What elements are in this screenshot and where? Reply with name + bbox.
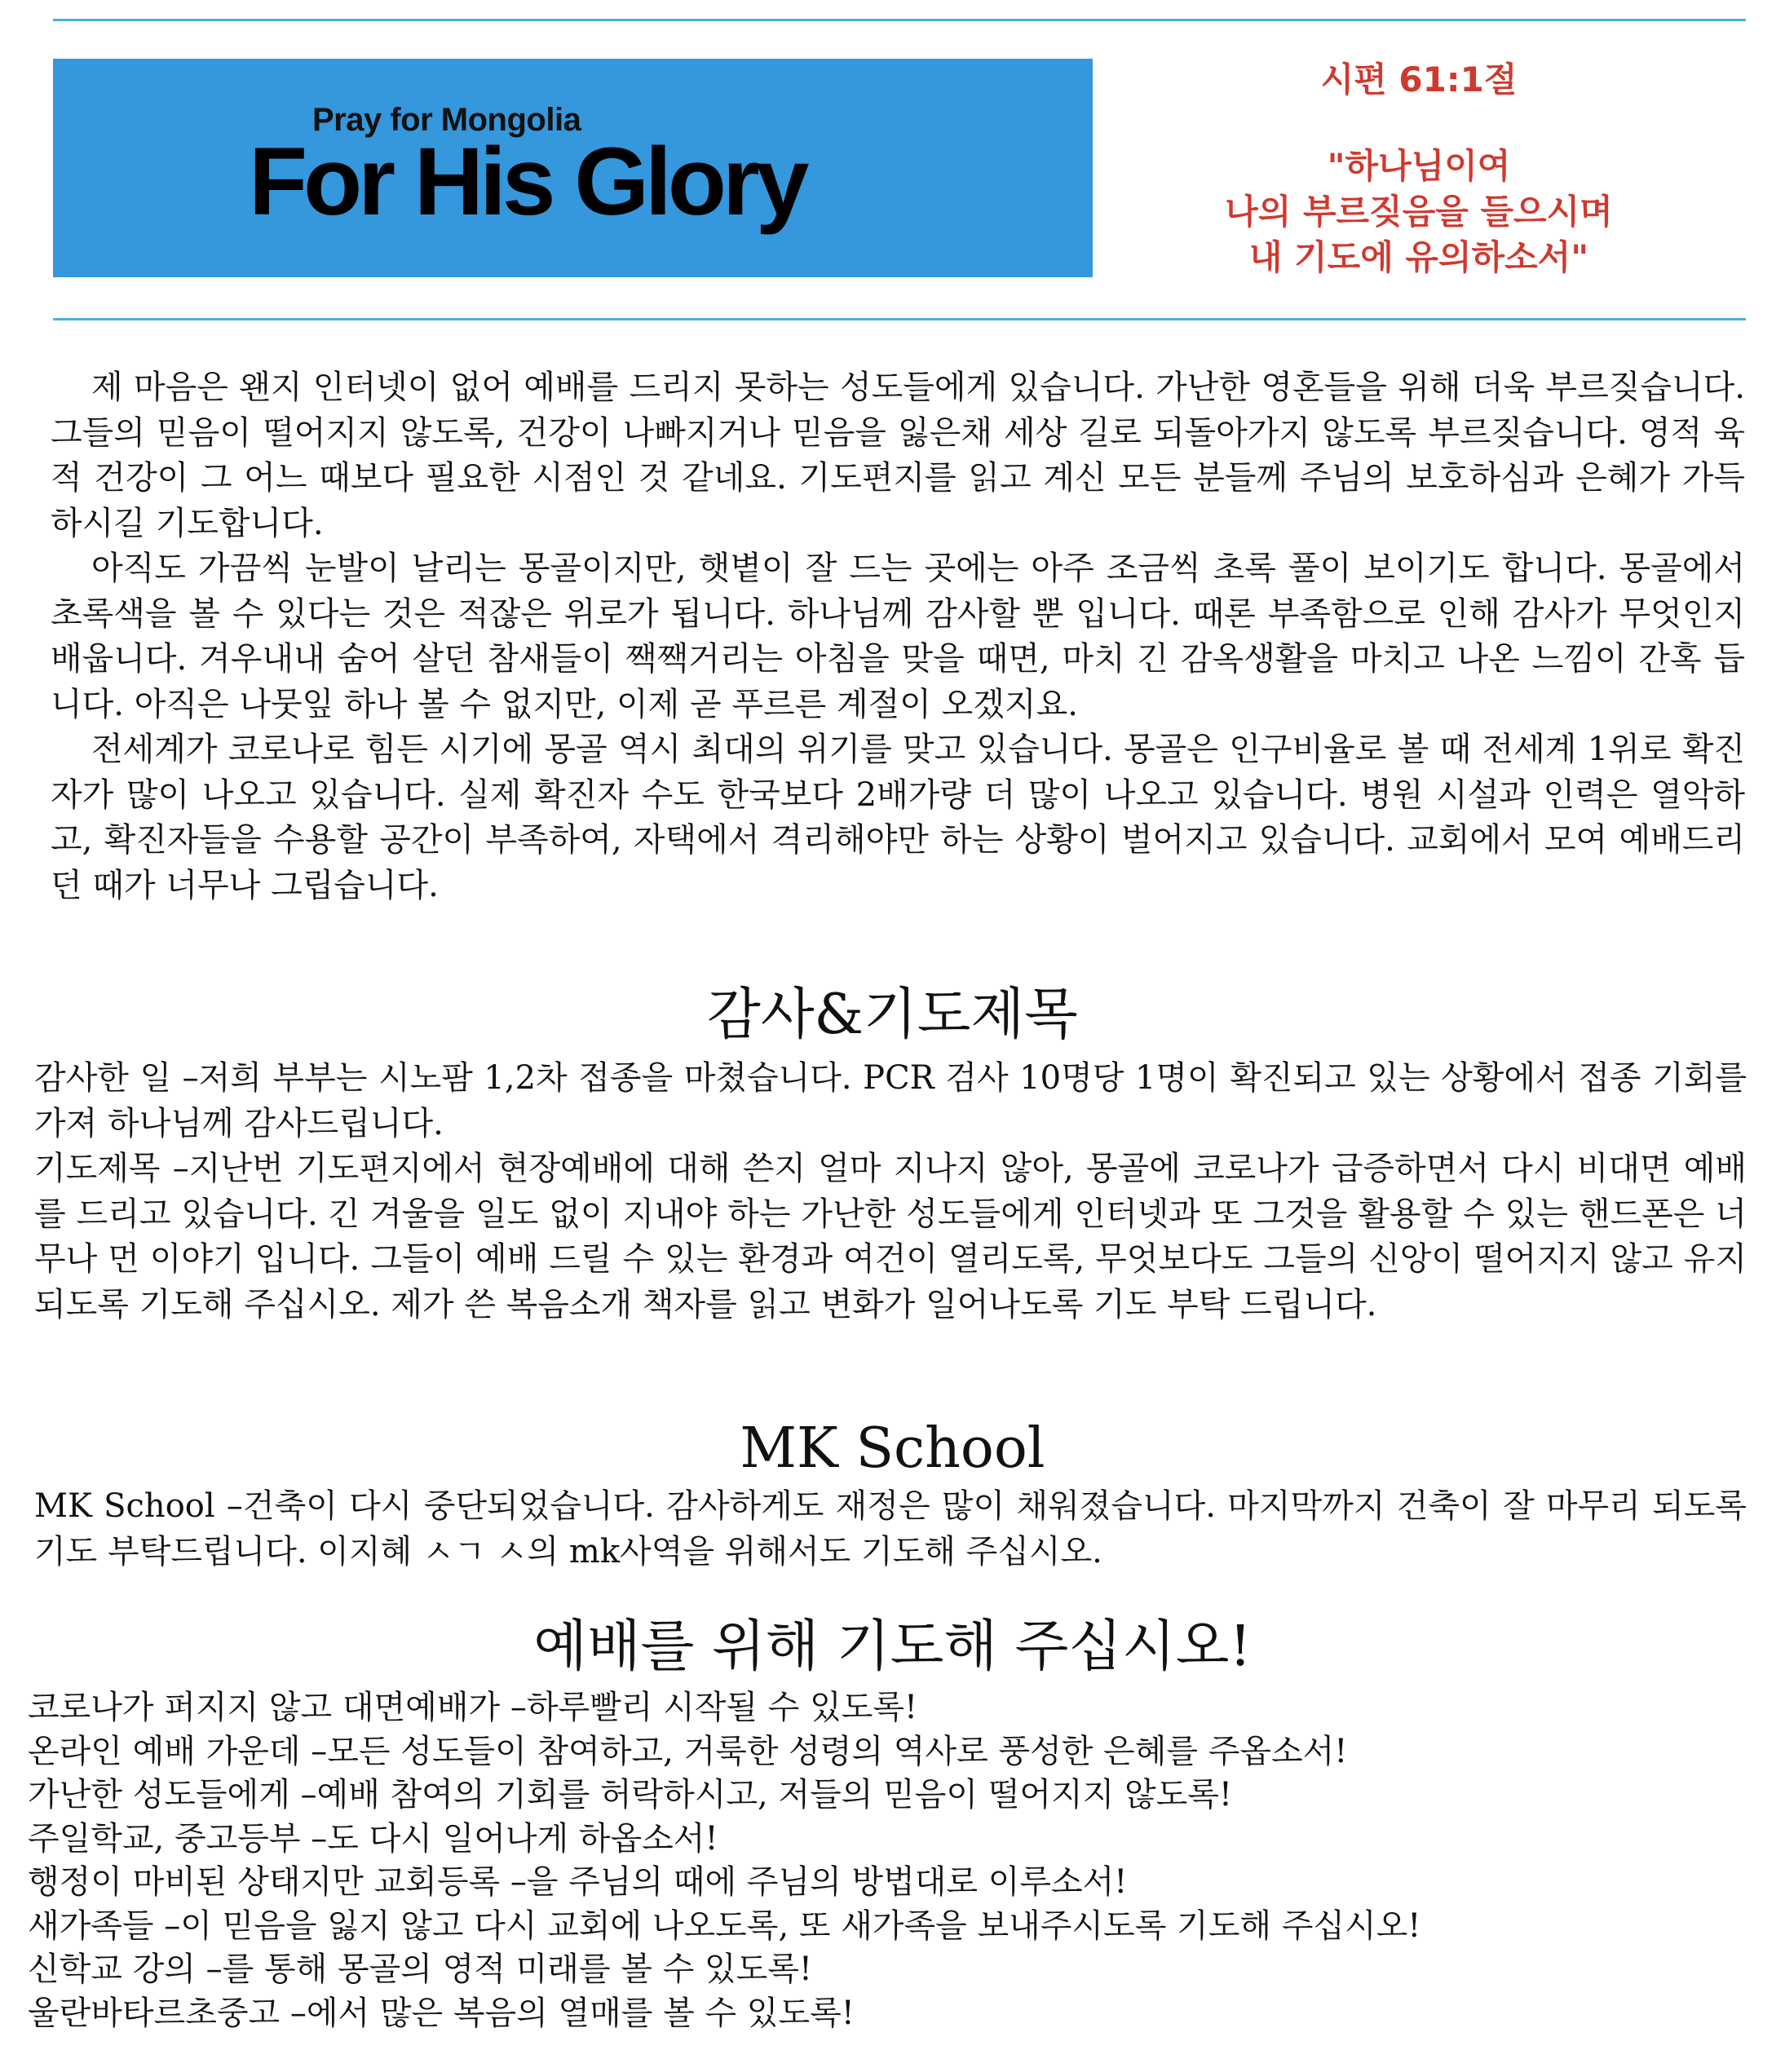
top-divider bbox=[53, 19, 1746, 21]
scripture-verse bbox=[1125, 57, 1712, 281]
intro-paragraph: 제 마음은 왠지 인터넷이 없어 예배를 드리지 못하는 성도들에게 있습니다. 가난한 영혼들을 위해 더욱 부르짖습니다. 그들의 믿음이 떨어지지 않도록, 건강이 나빠지거나 믿음을 잃은채 세상 길로 되돌아가지 않도록 부르짖습니다. 영적 육적 건강이 그 어느 때보다 필요한 시점인 것 같네요. 기도편지를 읽고 계신 모든 분들께 주님의 보호하심과 은혜가 가득하시길 기도합니다. bbox=[51, 369, 1745, 542]
prayer-item: 가난한 성도들에게 –예배 참여의 기회를 허락하시고, 저들의 믿음이 떨어지지 않도록! bbox=[28, 1776, 1232, 1814]
verse-text bbox=[1125, 144, 1712, 281]
prayer-topic-paragraph: 기도제목 –지난번 기도편지에서 현장예배에 대해 쓴지 얼마 지나지 않아, 몽골에 코로나가 급증하면서 다시 비대면 예배를 드리고 있습니다. 긴 겨울을 일도 없이 지내야 하는 가난한 성도들에게 인터넷과 또 그것을 활용할 수 있는 핸드폰은 너무나 먼 이야기 입니다. 그들이 예배 드릴 수 있는 환경과 여건이 열리도록, 무엇보다도 그들의 신앙이 떨어지지 않고 유지되도록 기도해 주십시오. 제가 쓴 복음소개 책자를 읽고 변화가 일어나도록 기도 부탁 드립니다. bbox=[34, 1150, 1747, 1323]
verse-line: "하나님이여 bbox=[1327, 146, 1511, 186]
prayer-item: 주일학교, 중고등부 –도 다시 일어나게 하옵소서! bbox=[28, 1819, 718, 1858]
prayer-item: 코로나가 퍼지지 않고 대면예배가 –하루빨리 시작될 수 있도록! bbox=[28, 1689, 918, 1726]
prayer-item: 새가족들 –이 믿음을 잃지 않고 다시 교회에 나오도록, 또 새가족을 보내주시도록 기도해 주십시오! bbox=[28, 1906, 1421, 1945]
prayer-item: 행정이 마비된 상태지만 교회등록 –을 주님의 때에 주님의 방법대로 이루소서! bbox=[28, 1863, 1128, 1901]
verse-reference: 시편 61:1절 bbox=[1320, 60, 1518, 99]
prayer-list bbox=[28, 1686, 1773, 2035]
verse-line: 내 기도에 유의하소서" bbox=[1248, 237, 1589, 277]
header-divider bbox=[53, 318, 1746, 320]
mk-school-section bbox=[34, 1484, 1747, 1575]
prayer-item: 신학교 강의 –를 통해 몽골의 영적 미래를 볼 수 있도록! bbox=[28, 1951, 812, 1988]
prayer-item: 온라인 예배 가운데 –모든 성도들이 참여하고, 거룩한 성령의 역사로 풍성한 은혜를 주옵소서! bbox=[28, 1732, 1348, 1770]
mk-school-paragraph: MK School –건축이 다시 중단되었습니다. 감사하게도 재정은 많이 채워졌습니다. 마지막까지 건축이 잘 마무리 되도록 기도 부탁드립니다. 이지혜 ㅅㄱ ㅅ의 mk사역을 위해서도 기도해 주십시오. bbox=[34, 1487, 1747, 1571]
banner-title: For His Glory bbox=[249, 128, 806, 236]
intro-paragraph: 전세계가 코로나로 힘든 시기에 몽골 역시 최대의 위기를 맞고 있습니다. 몽골은 인구비율로 볼 때 전세계 1위로 확진자가 많이 나오고 있습니다. 실제 확진자 수도 한국보다 2배가량 더 많이 나오고 있습니다. 병원 시설과 인력은 열악하고, 확진자들을 수용할 공간이 부족하여, 자택에서 격리해야만 하는 상황이 벌어지고 있습니다. 교회에서 모여 예배드리던 때가 너무나 그립습니다. bbox=[51, 731, 1745, 904]
intro-paragraph: 아직도 가끔씩 눈발이 날리는 몽골이지만, 햇볕이 잘 드는 곳에는 아주 조금씩 초록 풀이 보이기도 합니다. 몽골에서 초록색을 볼 수 있다는 것은 적잖은 위로가 됩니다. 하나님께 감사할 뿐 입니다. 때론 부족함으로 인해 감사가 무엇인지 배웁니다. 겨우내내 숨어 살던 참새들이 짹짹거리는 아침을 맞을 때면, 마치 긴 감옥생활을 마치고 나온 느낌이 간혹 듭니다. 아직은 나뭇잎 하나 볼 수 없지만, 이제 곧 푸르른 계절이 오겠지요. bbox=[51, 550, 1745, 723]
intro-letter bbox=[51, 365, 1745, 908]
thanks-prayer-section bbox=[34, 1056, 1747, 1328]
thanks-prayer-heading: 감사&기도제목 bbox=[707, 983, 1078, 1047]
banner-subtitle: Pray for Mongolia bbox=[312, 102, 581, 138]
title-banner bbox=[53, 59, 1093, 277]
verse-line: 나의 부르짖음을 들으시며 bbox=[1225, 192, 1613, 232]
thanks-paragraph: 감사한 일 –저희 부부는 시노팜 1,2차 접종을 마쳤습니다. PCR 검사 10명당 1명이 확진되고 있는 상황에서 접종 기회를 가져 하나님께 감사드립니다. bbox=[34, 1059, 1747, 1142]
mk-school-heading: MK School bbox=[740, 1416, 1045, 1481]
prayer-item: 울란바타르초중고 –에서 많은 복음의 열매를 볼 수 있도록! bbox=[28, 1994, 855, 2032]
worship-prayer-heading: 예배를 위해 기도해 주십시오! bbox=[533, 1615, 1252, 1679]
